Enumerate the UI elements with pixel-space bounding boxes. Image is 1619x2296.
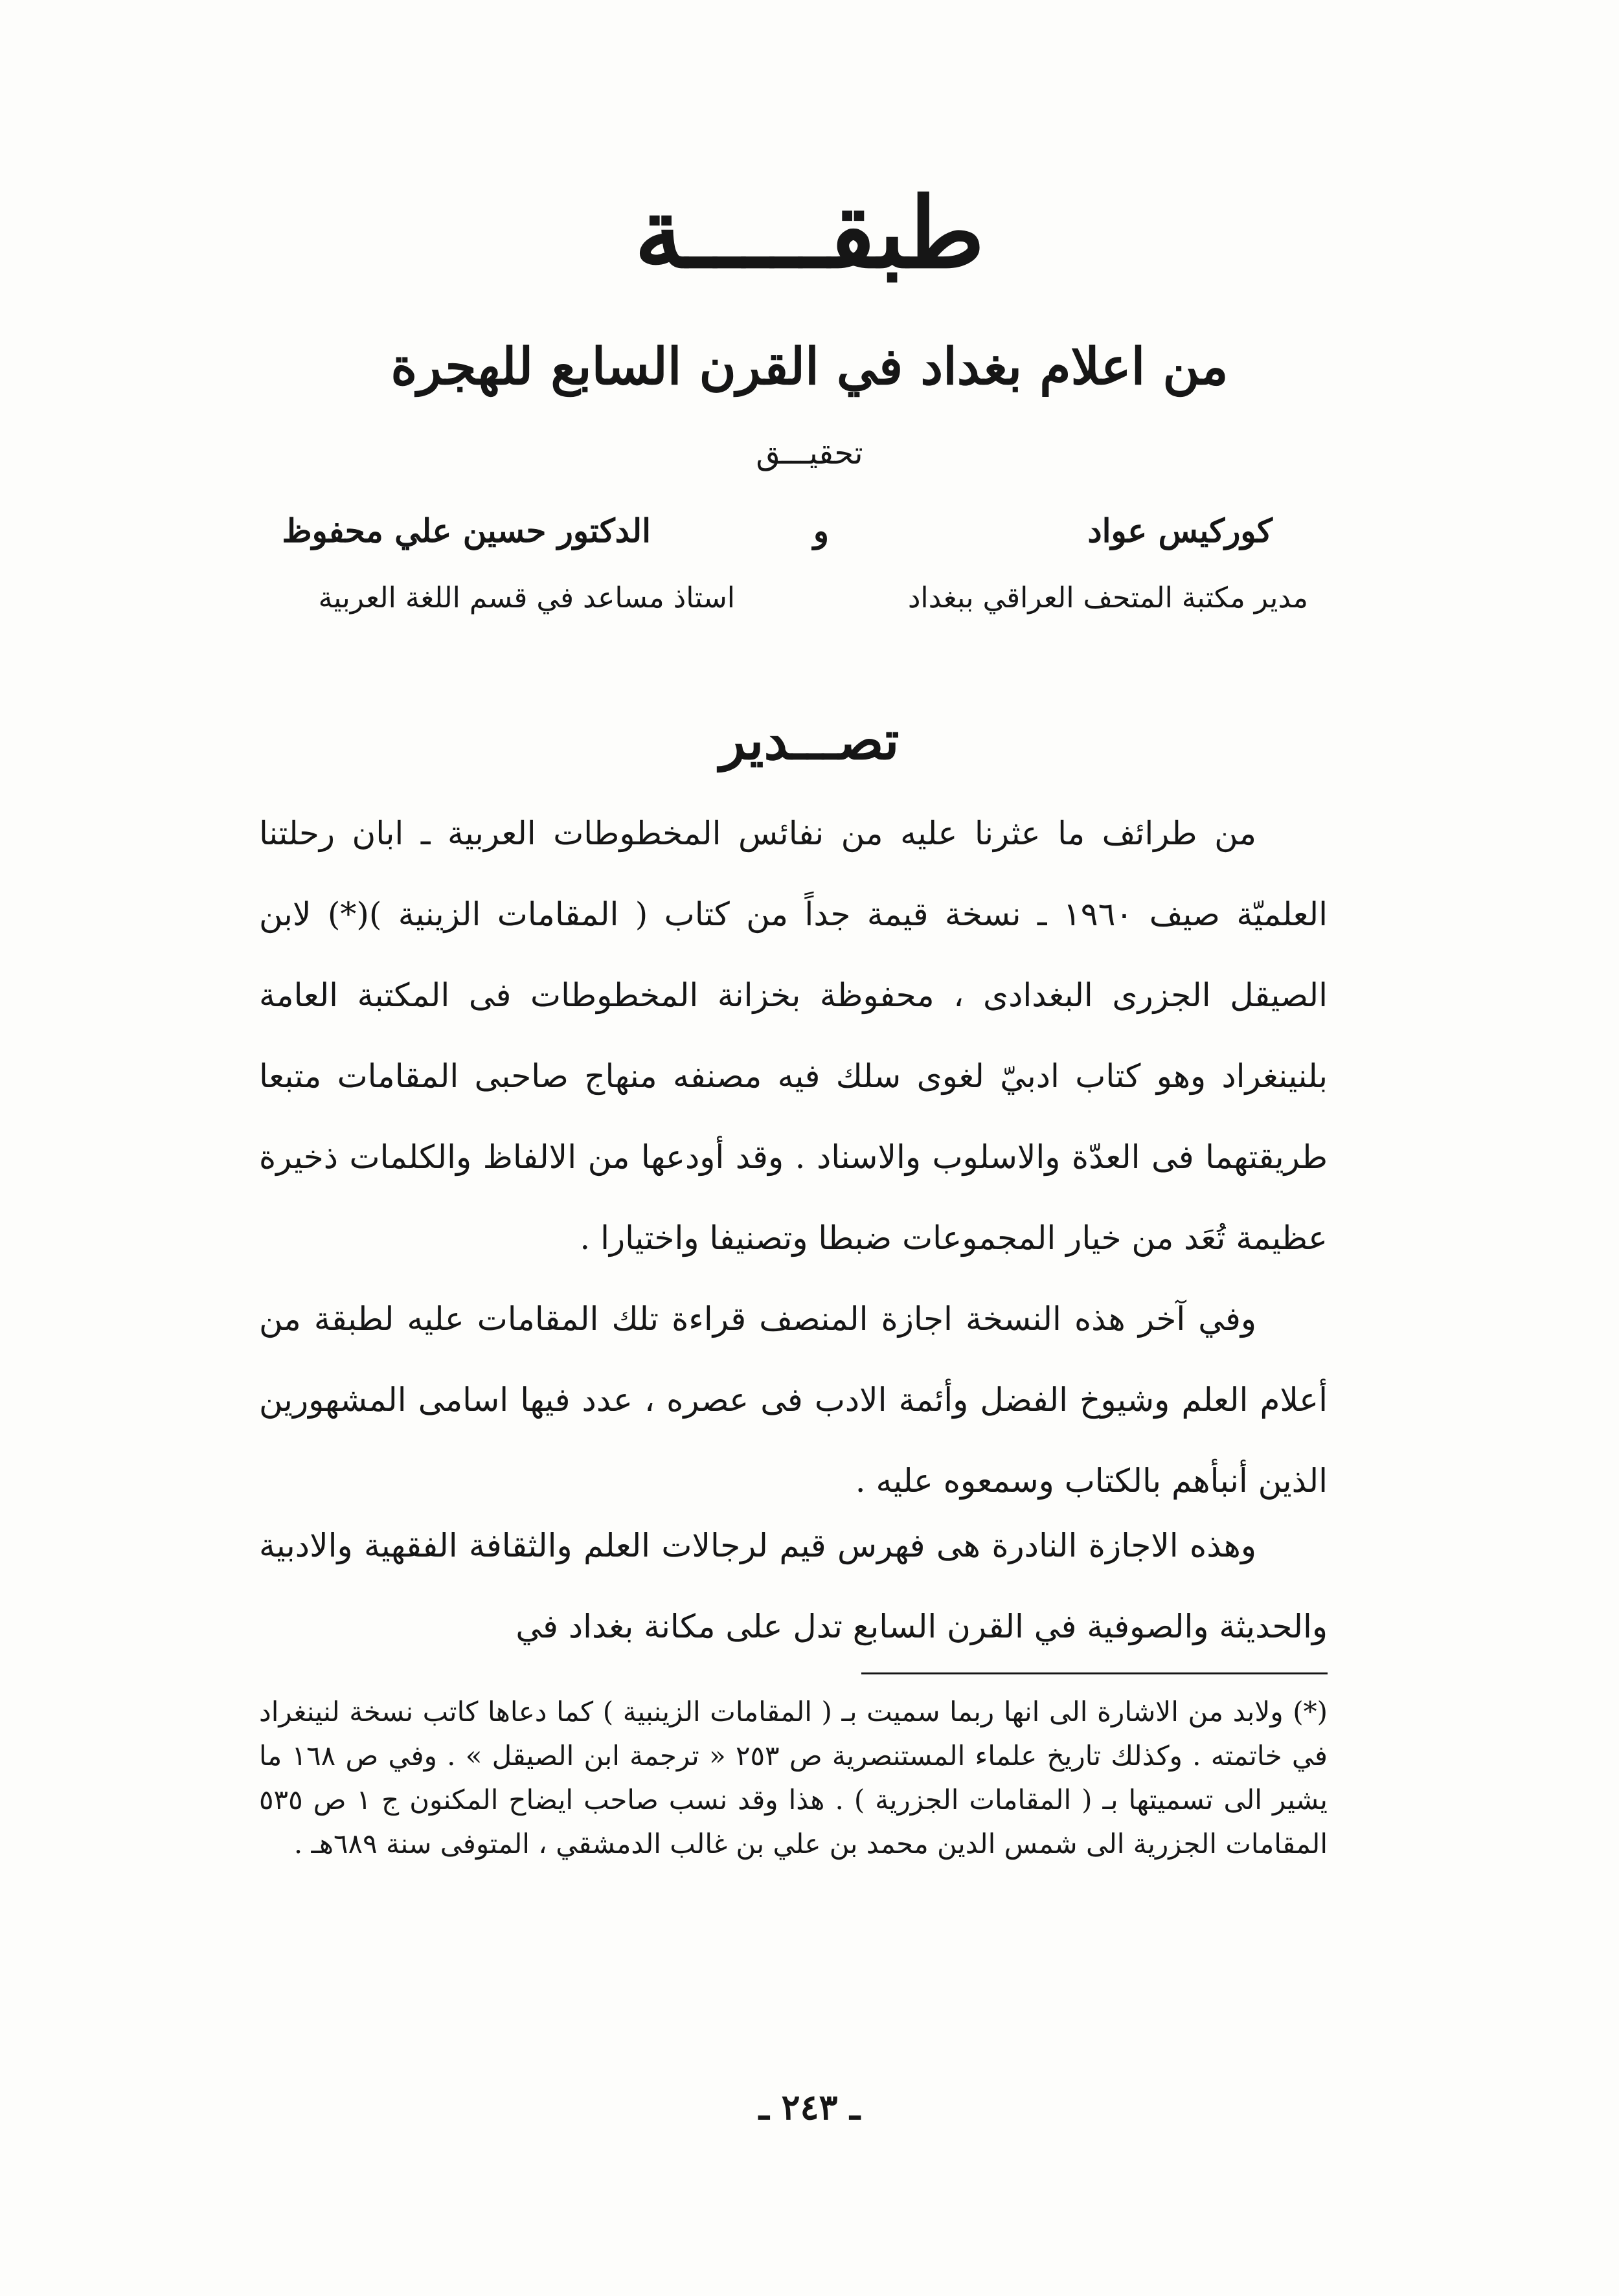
author-conjunction: و	[813, 512, 829, 550]
body-paragraph-2	[259, 1279, 1328, 1522]
author-1-name: كوركيس عواد	[1087, 512, 1273, 550]
body-paragraph-text: وفي آخر هذه النسخة اجازة المنصف قراءة تلك المقامات عليه لطبقة من أعلام العلم وشيوخ الفضل وأئمة الادب فى عصره ، عدد فيها اسامى المشهورين الذين أنبأهم بالكتاب وسمعوه عليه .	[259, 1300, 1328, 1500]
body-paragraph-1	[259, 793, 1328, 1279]
footnote	[259, 1690, 1328, 1866]
tahqiq-label: تحقيـــق	[756, 435, 863, 471]
author-1-role: مدير مكتبة المتحف العراقي ببغداد	[907, 581, 1308, 614]
page-subtitle: من اعلام بغداد في القرن السابع للهجرة	[391, 337, 1228, 396]
body-paragraph-3	[259, 1505, 1328, 1667]
author-2-role: استاذ مساعد في قسم اللغة العربية	[318, 581, 735, 614]
page-title: طبقـــــة	[634, 176, 985, 290]
body-paragraph-text: وهذه الاجازة النادرة هى فهرس قيم لرجالات العلم والثقافة الفقهية والادبية والحديثة والصوفية في القرن السابع تدل على مكانة بغداد في	[259, 1527, 1328, 1645]
footnote-text: (*) ولابد من الاشارة الى انها ربما سميت بـ ( المقامات الزينبية ) كما دعاها كاتب نسخة لنينغراد في خاتمته . وكذلك تاريخ علماء المستنصرية ص ٢٥٣ « ترجمة ابن الصيقل » . وفي ص ١٦٨ ما يشير الى تسميتها بـ ( المقامات الجزرية ) . هذا وقد نسب صاحب ايضاح المكنون ج ١ ص ٥٣٥ المقامات الجزرية الى شمس الدين محمد بن علي بن غالب الدمشقي ، المتوفى سنة ٦٨٩هـ .	[259, 1696, 1328, 1860]
footnote-divider	[861, 1672, 1328, 1674]
author-2-name: الدكتور حسين علي محفوظ	[282, 512, 651, 550]
section-heading: تصـــدير	[719, 710, 900, 772]
page-number: ـ ٢٤٣ ـ	[758, 2086, 861, 2128]
body-paragraph-text: من طرائف ما عثرنا عليه من نفائس المخطوطات العربية ـ ابان رحلتنا العلميّة صيف ١٩٦٠ ـ نسخة قيمة جداً من كتاب ( المقامات الزينية )(*) لابن الصيقل الجزرى البغدادى ، محفوظة بخزانة المخطوطات فى المكتبة العامة بلنينغراد وهو كتاب ادبيّ لغوى سلك فيه مصنفه منهاج صاحبى المقامات متبعا طريقتهما فى العدّة والاسلوب والاسناد . وقد أودعها من الالفاظ والكلمات ذخيرة عظيمة تُعَد من خيار المجموعات ضبطا وتصنيفا واختيارا .	[259, 815, 1328, 1257]
